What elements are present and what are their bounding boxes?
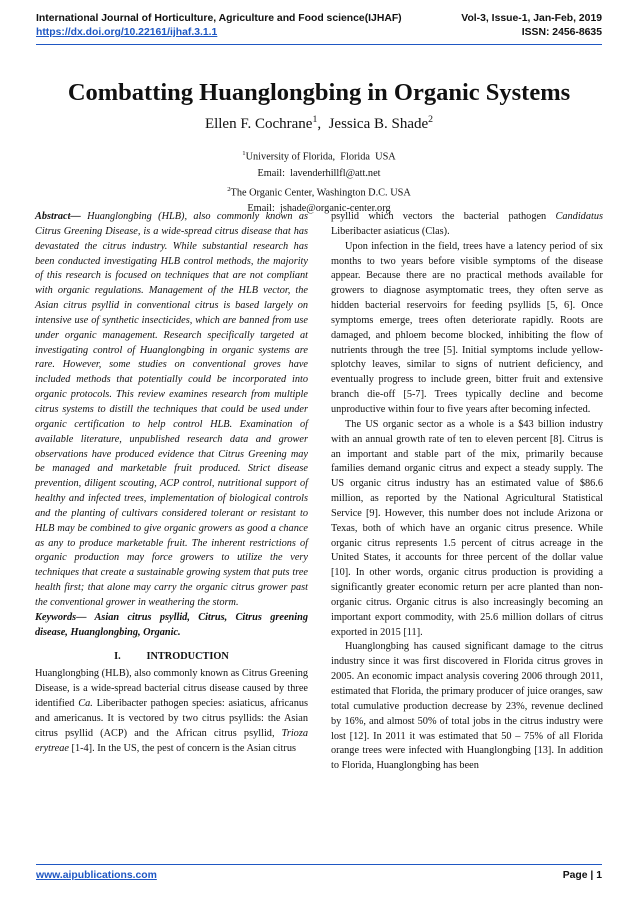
journal-name: International Journal of Horticulture, Agriculture and Food science(IJHAF) xyxy=(36,13,402,24)
issn: ISSN: 2456-8635 xyxy=(521,27,602,38)
italic-term: Ca. xyxy=(78,698,93,709)
body-text: Huanglongbing (HLB), also commonly known as Citrus Greening Disease, is a wide-spread bacterial citrus disease caused by three identified xyxy=(35,668,308,709)
author-line xyxy=(0,110,638,134)
body-paragraph: Upon infection in the field, trees have a latency period of six months to two years before visible symptoms of the disease appear. Because there are no practical methods available for growers to diagnose asymptomatic trees, they often serve as hidden bacterial reservoirs for feeding psyllids [5, 6]. Once symptoms emerge, trees often deteriorate rapidly. Roots are damaged, and phloem become blocked, inhibiting the flow of nutrients through the tree [5]. Initial symptoms include yellow-splotchy leaves, similar to signs of nutrient deficiency, and eventually progress to include green, bitter fruit and extensive branch die-off [5-7]. Trees typically decline and become unproductive within four to five years after becoming infected. xyxy=(331,240,603,415)
affiliation: University of Florida, Florida USA xyxy=(245,151,396,163)
italic-term: Candidatus xyxy=(555,211,603,222)
body-paragraph: Huanglongbing has caused significant damage to the citrus industry since it was first discovered in Florida citrus groves in 2005. An economic impact analysis covering 2006 through 2011, estimated that Florida, the primary producer of juice oranges, saw total cumulative production decrease by 23%, revenue declined by 16%, and almost 50% of total jobs in the citrus industry were lost [12]. In 2011 it was estimated that 50 – 75% of all Florida orange trees were infected with Huanglongbing [13]. In addition to Florida, Huanglongbing has been xyxy=(331,641,603,772)
body-text: Liberibacter pathogen species: asiaticus, africanus and americanus. It is vectored by two citrus psyllids: the Asian citrus psyllid (ACP) and the African citrus psyllid, xyxy=(35,698,308,739)
keywords xyxy=(35,611,308,641)
page-number: Page | 1 xyxy=(562,870,602,881)
affiliation-superscript: 1 xyxy=(242,150,246,157)
body-paragraph xyxy=(331,210,603,240)
page-footer xyxy=(36,870,602,881)
intro-paragraph xyxy=(35,667,308,756)
affiliation: The Organic Center, Washington D.C. USA xyxy=(230,187,411,199)
body-text: psyllid which vectors the bacterial pathogen xyxy=(331,211,556,222)
affiliation-email: Email: jshade@organic-center.org xyxy=(247,203,391,215)
body-paragraph: The US organic sector as a whole is a $43 billion industry with an annual growth rate of ten to eleven percent [8]. Citrus is an important and stable part of the mix, primarily because families demand organic citrus and expect a steady supply. The US organic citrus industry has an estimated value of $86.6 million, as reported by the National Agricultural Statistical Service [9]. However, this number does not include Arizona or Texas, both of which have an organic citrus presence. While organic citrus represents 1.5 percent of citrus acreage in the United States, it accounts for three percent of the dollar value [10]. In other words, organic citrus production is providing a significantly greater economic return per acre planted than non-organic citrus. Organic citrus is also increasingly becoming an important export commodity, with 25.6 million dollars of citrus exported in 2015 [11]. xyxy=(331,418,603,638)
website-link[interactable]: www.aipublications.com xyxy=(36,870,157,881)
right-column xyxy=(331,210,603,774)
doi-link[interactable]: https://dx.doi.org/10.22161/ijhaf.3.1.1 xyxy=(36,27,218,38)
header-divider xyxy=(36,44,602,45)
section-heading: I. INTRODUCTION xyxy=(114,651,229,663)
abstract xyxy=(35,210,308,611)
author-name: Ellen F. Cochrane xyxy=(204,116,313,132)
affiliation-email: Email: lavenderhillfl@att.net xyxy=(257,167,381,179)
affiliation-superscript: 2 xyxy=(227,185,231,193)
keywords-text: Asian citrus psyllid, Citrus, Citrus greening disease, Huanglongbing, Organic. xyxy=(35,611,308,638)
paper-title: Combatting Huanglongbing in Organic Systems xyxy=(67,79,571,106)
author-superscript: 1 xyxy=(312,114,318,125)
body-text: Liberibacter asiaticus (Clas). xyxy=(331,225,450,237)
footer-divider xyxy=(36,864,602,865)
body-text: [1-4]. In the US, the pest of concern is the Asian citrus xyxy=(68,742,296,754)
author-superscript: 2 xyxy=(428,114,434,125)
affiliations xyxy=(0,146,638,218)
abstract-label: Abstract— xyxy=(35,211,81,222)
italic-term: Trioza erytreae xyxy=(35,727,308,754)
author-name: Jessica B. Shade xyxy=(328,116,429,132)
abstract-text: Huanglongbing (HLB), also commonly known as Citrus Greening Disease, is a wide-spread citrus disease that has devastated the citrus industry. While substantial research has been conducted investigating HLB control methods, the majority of this research is focused on techniques that are not compliant with organic regulations. Management of the HLB vector, the Asian citrus psyllid in conventional citrus is based largely on intensive use of synthetic insecticides, which are banned from use under organic management. Research specifically targeted at investigating control of Huanglongbing in organic systems are rare. However, some studies on conventional groves have included methods that potentially could be incorporated into organic protocols. This review examines research from multiple citrus systems to distill the techniques that could be used under organic certification to help control HLB. Examination of available literature, unpublished research data and grower observations have produced evidence that Citrus Greening may be managed and marketable fruit produced. Strict disease prevention, diligent scouting, ACP control, nutritional support of healthy and infected trees, implementation of biological controls and the planting of cultivars considered tolerant or resistant to HLB may be combined to give organic growers as good a chance as any to produce marketable fruit. The inherent restrictions of organic production may force growers to utilize the very techniques that create a sustainable growing system that puts tree health first; that alone may carry the organic citrus grower past the conventional grower in weathering the storm. xyxy=(35,211,308,608)
journal-header xyxy=(36,12,602,40)
keywords-label: Keywords— xyxy=(35,611,87,623)
author-separator: , xyxy=(317,116,329,132)
left-column xyxy=(35,210,308,756)
journal-volume: Vol-3, Issue-1, Jan-Feb, 2019 xyxy=(461,13,602,24)
